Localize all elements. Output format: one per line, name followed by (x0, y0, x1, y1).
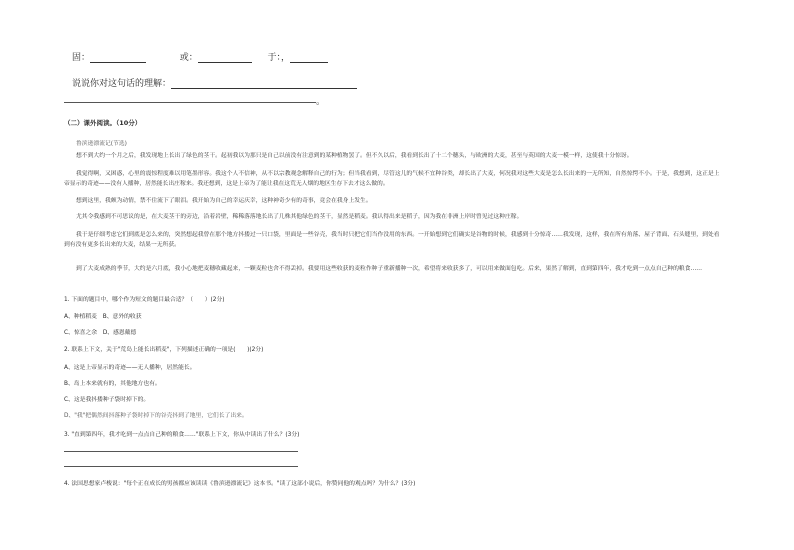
q2-option-b: B、岛上本来就有的，其他地方也有。 (64, 381, 161, 387)
q3-answer-line-2[interactable] (64, 466, 298, 467)
question-4: 4. 法国思想家卢梭说："每个正在成长的男孩都应该读读《鲁滨逊漂流记》这本书。"读了这部小说后，你赞同他的观点吗？为什么？(3分) (64, 481, 416, 487)
understand-prompt: 说说你对这句话的理解： (72, 79, 172, 89)
q1-options-row2: C、惊喜之余 D、感恩戴德 (64, 330, 137, 336)
fill-label-a: 固： (72, 53, 91, 63)
answer-line[interactable] (64, 102, 316, 103)
blank-c[interactable] (290, 53, 328, 63)
fill-label-c: 于： (267, 53, 282, 63)
understand-blank[interactable] (171, 79, 357, 89)
article-title: 鲁滨逊漂流记(节选) (76, 141, 127, 147)
fill-comma: ， (281, 53, 291, 63)
q1-options-row1: A、种植稻麦 B、意外的收获 (64, 314, 142, 320)
paragraph-4: 尤其令我感到不可思议的是，在大麦茎干的旁边，沿着岩壁，稀稀落落地长出了几株其他绿色的茎干，显然是稻麦。我认得出来是稻子，因为我在非洲上岸时曾见过这种庄稼。 (76, 214, 523, 220)
end-mark: 。 (316, 97, 326, 107)
blank-a[interactable] (90, 53, 146, 63)
blank-b[interactable] (198, 53, 252, 63)
fill-label-b: 或： (179, 53, 198, 63)
question-1: 1. 下面的题目中，哪个作为短文的题目最合适？（ ）(2分) (64, 297, 225, 303)
q2-option-d: D、"我"把偶然间抖落种子袋时掉下的谷壳抖到了地里，它们长了出来。 (64, 413, 248, 419)
paragraph-2: 我觉得啊，又困惑，心里的震惊程度难以用笔墨形容。我这个人不信神，从不以宗教观念解释自己的行为；但当我看到，尽管这儿的气候不宜种谷类，却长出了大麦，何况我对这些大麦是怎么长出来的一无所知，自然惊愕不小。于是，我想到，这正是上帝显示的奇迹——没有人播种，居然能长出庄稼来。我还想到，这是上帝为了能让我在这荒无人烟的地区生存下去才这么做的。 (64, 171, 720, 187)
question-2: 2. 联系上下文，关于"荒岛上能长出稻麦"，下列描述正确的一项是( )(2分) (64, 347, 264, 353)
q3-answer-line-1[interactable] (64, 451, 298, 452)
paragraph-5: 我于是仔细考虑它们到底是怎么来的，突然想起我曾在那个地方抖搂过一只口袋，里面是一些谷壳，我当时只把它们当作没用的东西。一开始想到它们确实是谷物的时候，我感到十分惊奇……我发现，这样，我在所有角落、屋子背面、石头缝里，到处看到有没有更多长出来的大麦，结果一无所获。 (64, 232, 720, 248)
paragraph-6: 到了大麦成熟的季节，大约是六月底，我小心地把麦穗收藏起来，一颗麦粒也舍不得丢掉。我要用这些收获的麦粒作种子重新播种一次，希望将来收获多了，可以用来做面包吃。后来，果然了解到，直到第四年，我才吃到一点点自己种的粮食…… (76, 266, 703, 272)
q2-option-a: A、这是上帝显示的奇迹——无人播种，居然能长。 (64, 365, 196, 371)
q2-option-c: C、这是我抖搂种子袋时掉下的。 (64, 397, 150, 403)
question-3: 3. "直到第四年，我才吃到一点点自己种的粮食……"联系上下文，你从中读出了什么？(3分) (64, 432, 300, 438)
paragraph-3: 想到这里，我颇为动情，禁不住流下了眼泪。我开始为自己的幸运庆幸，这种神奇少有的奇事，竟会在我身上发生。 (76, 198, 372, 204)
paragraph-1: 想不到大约一个月之后，我发现地上长出了绿色的茎干。起初我以为那只是自己以前没有注意到的某种植物罢了。但不久以后，我看到长出了十二个穗头，与欧洲的大麦，甚至与英国的大麦一模一样，这使我十分惊讶。 (76, 153, 633, 159)
understand-line (72, 76, 357, 89)
fill-in-line (72, 50, 328, 63)
section-title: （二）课外阅读。（10分） (64, 119, 142, 127)
